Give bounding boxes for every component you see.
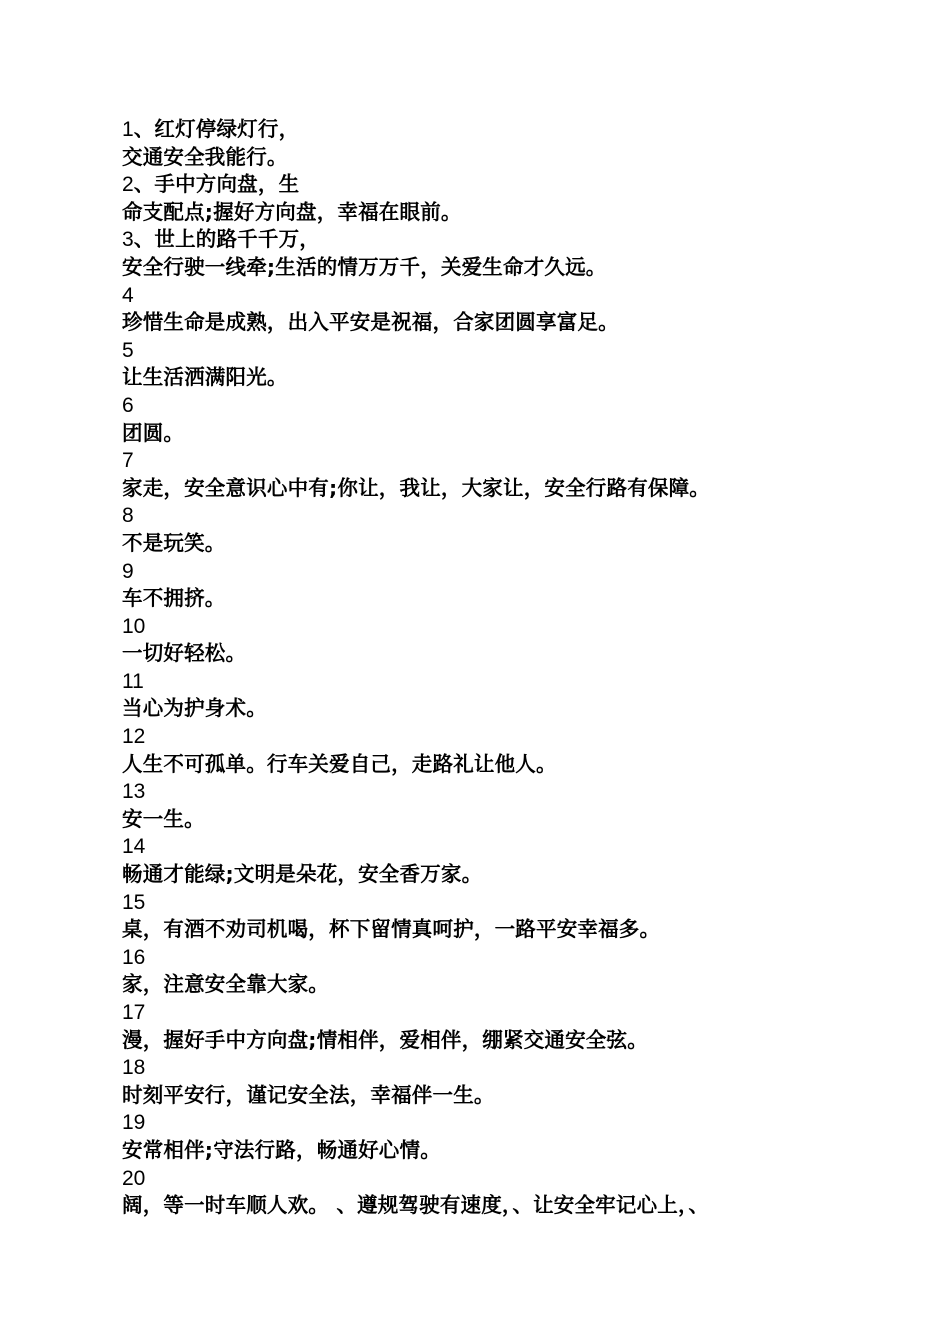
document-line (122, 640, 902, 668)
line-text: 让生活洒满阳光。 (122, 365, 288, 390)
line-number: 3 (122, 228, 134, 252)
line-text: 命支配点;握好方向盘，幸福在眼前。 (122, 199, 462, 224)
document-line (122, 1082, 902, 1110)
line-text: 、红灯停绿灯行， (133, 117, 300, 141)
document-line (122, 999, 902, 1027)
line-number: 11 (122, 669, 144, 693)
line-text: 安一生。 (122, 806, 205, 831)
document-line (122, 226, 902, 254)
document-line (122, 668, 902, 696)
line-text: 不是玩笑。 (122, 530, 226, 555)
document-line (122, 502, 902, 530)
line-number: 20 (122, 1166, 146, 1190)
document-line (122, 1137, 902, 1165)
line-number: 1 (122, 118, 134, 141)
document-line (122, 1109, 902, 1137)
document-line (122, 364, 902, 392)
line-number: 12 (122, 725, 146, 749)
line-text: 、世上的路千千万， (133, 227, 320, 252)
line-text: 车不拥挤。 (122, 586, 226, 611)
line-text: 漫，握好手中方向盘;情相伴，爱相伴，绷紧交通安全弦。 (122, 1027, 648, 1052)
line-number: 10 (122, 614, 146, 638)
line-text: 家，注意安全靠大家。 (122, 972, 329, 997)
line-number: 15 (122, 890, 146, 914)
document-line (122, 585, 902, 613)
line-text: 桌，有酒不劝司机喝，杯下留情真呵护，一路平安幸福多。 (122, 917, 661, 942)
document-line (122, 1192, 902, 1220)
document-body (122, 116, 902, 1220)
document-line (122, 723, 902, 751)
line-text: 时刻平安行，谨记安全法，幸福伴一生。 (122, 1082, 495, 1107)
line-text: 珍惜生命是成熟，出入平安是祝福，合家团圆享富足。 (122, 310, 619, 335)
line-text: 团圆。 (122, 420, 185, 445)
document-line (122, 1027, 902, 1055)
line-text: 交通安全我能行。 (122, 144, 288, 169)
line-number: 4 (122, 283, 134, 307)
document-line (122, 889, 902, 917)
line-number: 2 (122, 173, 134, 197)
line-text: 阔，等一时车顺人欢。 、遵规驾驶有速度，、让安全牢记心上，、 (122, 1193, 710, 1218)
line-number: 9 (122, 559, 134, 583)
line-number: 5 (122, 338, 134, 362)
document-line (122, 475, 902, 503)
document-line (122, 833, 902, 861)
document-line (122, 116, 902, 144)
document-line (122, 778, 902, 806)
line-text: 畅通才能绿;文明是朵花，安全香万家。 (122, 862, 483, 887)
line-number: 6 (122, 393, 134, 417)
document-line (122, 558, 902, 586)
line-text: 安全行驶一线牵;生活的情万万千，关爱生命才久远。 (122, 254, 607, 279)
line-text: 家走，安全意识心中有;你让，我让，大家让，安全行路有保障。 (122, 475, 710, 500)
line-text: 、手中方向盘，生 (133, 172, 300, 197)
document-line (122, 695, 902, 723)
line-number: 8 (122, 504, 134, 528)
document-line (122, 254, 902, 282)
line-number: 7 (122, 449, 134, 473)
document-line (122, 916, 902, 944)
line-number: 14 (122, 835, 146, 859)
document-line (122, 392, 902, 420)
document-line (122, 282, 902, 310)
document-line (122, 751, 902, 779)
line-text: 安常相伴;守法行路，畅通好心情。 (122, 1137, 441, 1162)
document-line (122, 420, 902, 448)
document-line (122, 971, 902, 999)
line-text: 人生不可孤单。行车关爱自己，走路礼让他人。 (122, 751, 557, 776)
document-line (122, 861, 902, 889)
line-number: 16 (122, 945, 146, 969)
document-line (122, 530, 902, 558)
document-line (122, 613, 902, 641)
document-line (122, 309, 902, 337)
line-text: 一切好轻松。 (122, 641, 247, 666)
line-number: 19 (122, 1111, 146, 1135)
document-line (122, 1054, 902, 1082)
line-number: 17 (122, 1001, 146, 1024)
document-line (122, 171, 902, 199)
document-line (122, 806, 902, 834)
line-number: 18 (122, 1056, 146, 1080)
document-line (122, 944, 902, 972)
document-line (122, 144, 902, 172)
document-line (122, 1165, 902, 1193)
document-line (122, 199, 902, 227)
document-line (122, 337, 902, 365)
document-line (122, 447, 902, 475)
line-text: 当心为护身术。 (122, 696, 267, 721)
line-number: 13 (122, 780, 146, 804)
